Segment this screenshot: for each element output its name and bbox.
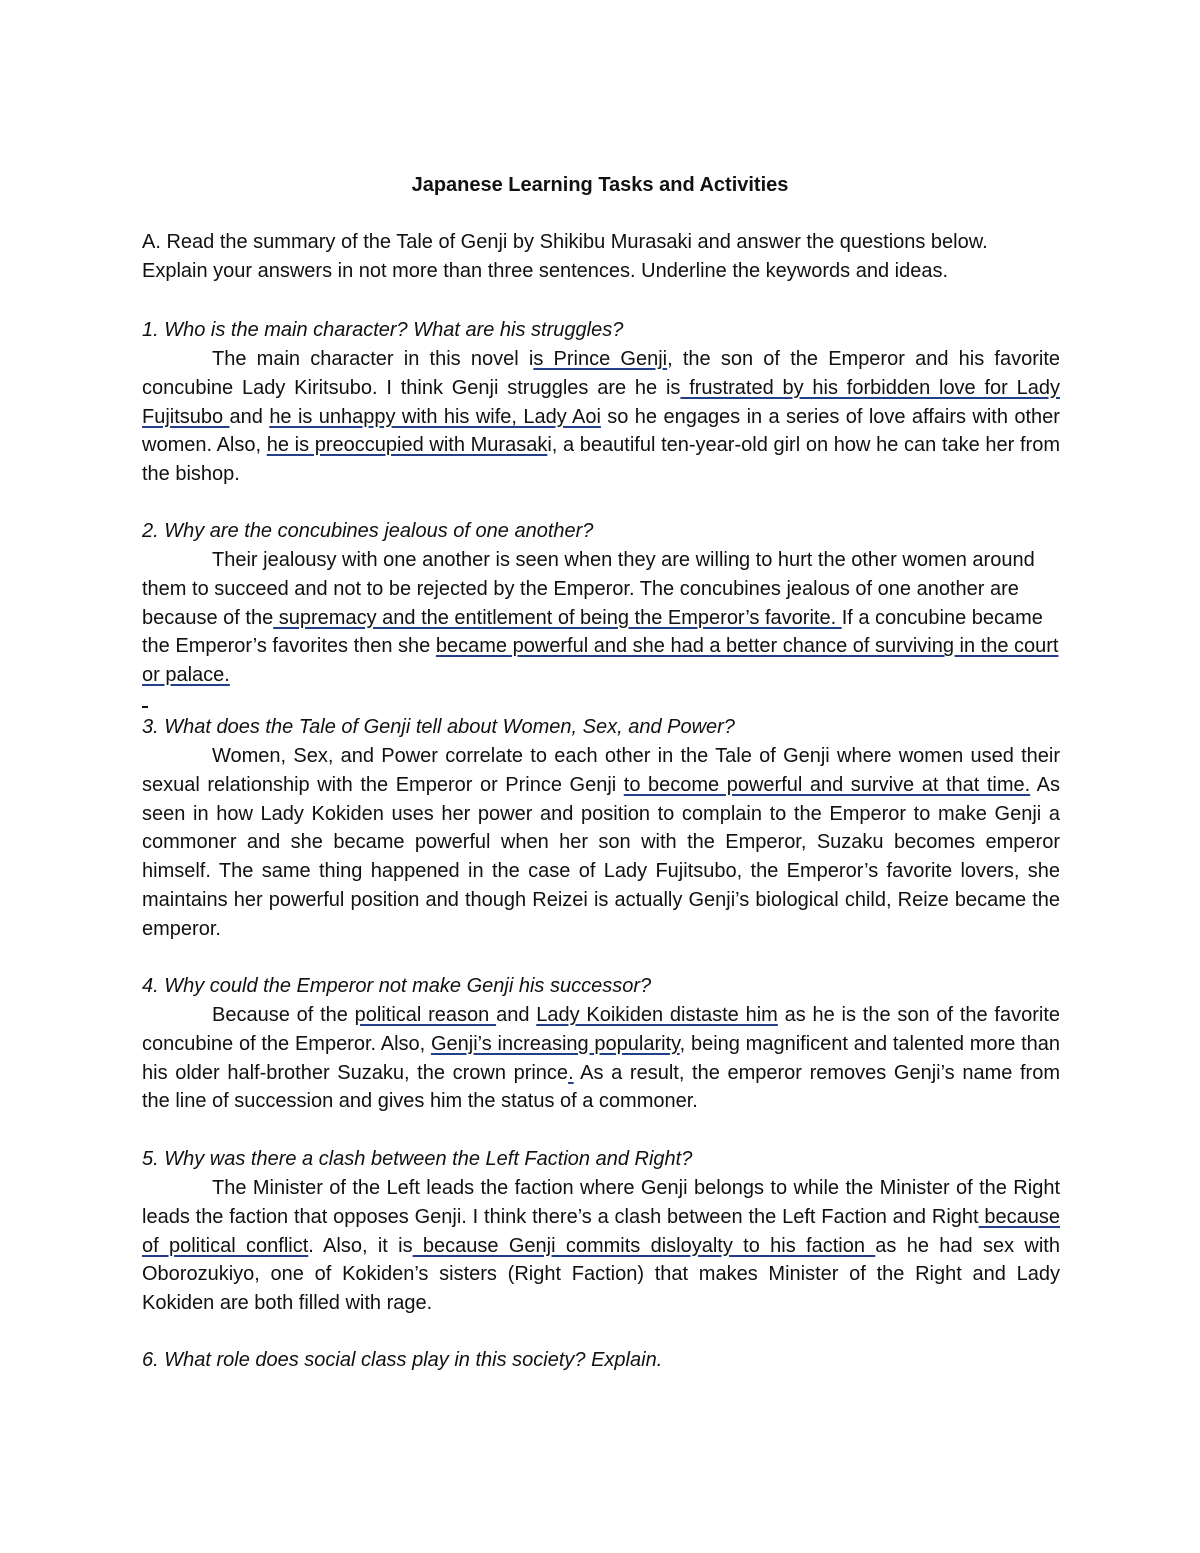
- stray-mark: [142, 706, 148, 708]
- answer-2-text: Their jealousy with one another is seen when they are willing to hurt the other women around them to succeed and not to be rejected by the Emperor. The concubines jealous of one another are because of the: [142, 549, 1035, 629]
- answer-1-keyword: he is unhappy with his wife, Lady Aoi: [269, 405, 601, 428]
- answer-3-text: Women, Sex, and Power correlate to each other in the Tale of Genji where women used their sexual relationship with the Emperor or Prince Genji: [142, 745, 1060, 796]
- answer-3: [142, 742, 1060, 944]
- answer-5-keyword: because Genji commits disloyalty to his faction: [412, 1234, 876, 1257]
- answer-5-keyword: because of political conflict: [142, 1205, 1061, 1257]
- answer-1-keyword: he is preoccupied with Murasak: [266, 434, 548, 457]
- answer-1-text: so he engages in a series of love affairs with other women. Also,: [142, 405, 1060, 457]
- answer-4-keyword: Genji’s increasing popularity: [430, 1032, 680, 1055]
- answer-5: [142, 1174, 1060, 1318]
- answer-1-keyword: s Prince Genji: [533, 348, 668, 370]
- question-2: 2. Why are the concubines jealous of one another?: [142, 520, 594, 542]
- answer-4-keyword: .: [568, 1061, 574, 1084]
- answer-4-text: and: [496, 1004, 537, 1026]
- answer-1-text: The main character in this novel i: [212, 348, 534, 370]
- question-6: 6. What role does social class play in this society? Explain.: [142, 1349, 663, 1371]
- answer-5-text: as he had sex with Oborozukiyo, one of Kokiden’s sisters (Right Faction) that makes Minister of the Right and Lady Kokiden are both filled with rage.: [142, 1234, 1060, 1315]
- question-3: 3. What does the Tale of Genji tell about Women, Sex, and Power?: [142, 716, 735, 738]
- answer-1-text: i, a beautiful ten-year-old girl on how he can take her from the bishop.: [142, 434, 1060, 486]
- question-5: 5. Why was there a clash between the Left Faction and Right?: [142, 1148, 693, 1170]
- answer-3-keyword: to become powerful and survive at that time.: [623, 773, 1031, 796]
- question-4: 4. Why could the Emperor not make Genji his successor?: [142, 975, 652, 997]
- answer-2: [142, 546, 1060, 690]
- question-1: 1. Who is the main character? What are his struggles?: [142, 319, 624, 341]
- answer-4-keyword: political reason: [354, 1004, 497, 1026]
- answer-4: [142, 1001, 1060, 1116]
- answer-1-text: , the son of the Emperor and his favorite concubine Lady Kiritsubo. I think Genji struggles are he is: [142, 348, 1060, 399]
- answer-2-keyword: supremacy and the entitlement of being the Emperor’s favorite.: [273, 606, 842, 629]
- answer-1: [142, 345, 1060, 489]
- answer-4-text: as he is the son of the favorite concubine of the Emperor. Also,: [142, 1004, 1060, 1055]
- answer-4-keyword: Lady Koikiden distaste him: [536, 1004, 778, 1026]
- answer-4-text: , being magnificent and talented more than his older half-brother Suzaku, the crown prince: [142, 1032, 1061, 1084]
- answer-1-text: and: [229, 405, 270, 428]
- instructions: [142, 228, 1062, 286]
- page-title: Japanese Learning Tasks and Activities: [411, 174, 789, 196]
- answer-5-text: . Also, it is: [308, 1234, 413, 1257]
- answer-1-keyword: frustrated by his forbidden love for Lady Fujitsubo: [142, 376, 1061, 428]
- answer-3-text: As seen in how Lady Kokiden uses her power and position to complain to the Emperor to make Genji a commoner and she became powerful when her son with the Emperor, Suzaku becomes emperor himself. The same thing happened in the case of Lady Fujitsubo, the Emperor’s favorite lovers, she maintains her powerful position and though Reizei is actually Genji’s biological child, Reize became the emperor.: [142, 773, 1060, 940]
- instructions-line-1: A. Read the summary of the Tale of Genji by Shikibu Murasaki and answer the questions below.: [142, 231, 988, 253]
- answer-4-text: As a result, the emperor removes Genji’s name from the line of succession and gives him the status of a commoner.: [142, 1061, 1060, 1113]
- answer-2-text: If a concubine became the Emperor’s favorites then she: [142, 606, 1043, 658]
- instructions-line-2: Explain your answers in not more than three sentences. Underline the keywords and ideas.: [142, 259, 949, 282]
- answer-5-text: The Minister of the Left leads the faction where Genji belongs to while the Minister of the Right leads the faction that opposes Genji. I think there’s a clash between the Left Faction and Right: [142, 1177, 1060, 1228]
- answer-2-keyword: became powerful and she had a better chance of surviving in the court or palace.: [142, 635, 1059, 687]
- answer-4-text: Because of the: [212, 1004, 355, 1026]
